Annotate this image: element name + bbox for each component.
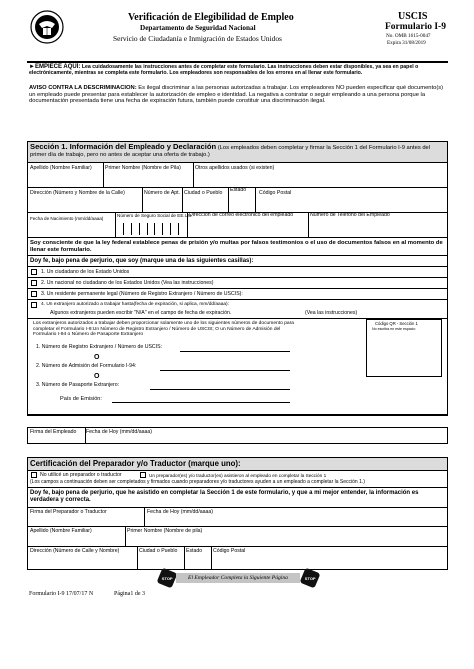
attestation-heading: Doy fe, bajo pena de perjurio, que soy (marque una de las siguientes casillas):: [30, 258, 254, 264]
uscis-number-label: 1. Número de Registro Extranjero / Número de USCIS:: [36, 344, 162, 350]
preparer-last-name-field[interactable]: [28, 535, 124, 545]
preparer-street-label: Dirección (Número de Calle y Nombre): [30, 548, 120, 554]
or-separator-2: O: [94, 373, 100, 380]
preparer-city-label: Ciudad o Pueblo: [139, 548, 178, 554]
stop-icon-left: [157, 568, 178, 589]
state-field[interactable]: [229, 197, 254, 210]
section1-intro: (Los empleados deben completar y firmar la Sección 1 del Formulario I-9 antes del primer día de trabajo, pero no antes de aceptar una oferta de trabajo.): [30, 145, 431, 158]
preparer-last-name-label: Apellido (Nombre Familiar): [30, 528, 92, 534]
zip-label: Código Postal: [259, 190, 292, 196]
noncitizen-national-option: 2. Un nacional no ciudadano de los Estados Unidos (Vea las instrucciones): [41, 280, 214, 286]
zip-field[interactable]: [256, 197, 446, 210]
country-field[interactable]: [112, 394, 290, 403]
preparer-street-field[interactable]: [28, 555, 136, 568]
section1-heading: [30, 143, 444, 158]
passport-number-field[interactable]: [150, 381, 290, 390]
country-label: País de Emisión:: [60, 396, 102, 402]
apt-field[interactable]: [143, 197, 181, 210]
permanent-resident-option: 3. Un residente permanente legal (Número de Registro Extranjero / Número de USCIS):: [41, 291, 243, 297]
last-name-field[interactable]: [28, 172, 102, 185]
stop-icon-right: [300, 568, 321, 589]
street-label: Dirección (Número y Nombre de la Calle): [30, 190, 125, 196]
preparer-state-field[interactable]: [185, 555, 210, 568]
dhs-seal: [30, 10, 64, 44]
qr-code-note: No escriba en este espacio: [372, 327, 416, 331]
passport-number-label: 3. Número de Pasaporte Extranjero:: [36, 382, 120, 388]
department: Departamento de Seguridad Nacional: [140, 24, 256, 32]
service: Servicio de Ciudadanía e Inmigración de Estados Unidos: [113, 34, 282, 43]
stop-right-text: STOP: [304, 575, 316, 581]
preparer-attestation: Doy fe, bajo pena de perjurio, que he asistido en completar la Sección 1 de este formulario, y que a mi mejor entender, la información es verdadera y correcta.: [30, 490, 419, 503]
section1-title: Sección 1. Información del Empleado y Declaración: [30, 142, 217, 151]
i94-number-label: 2. Número de Admisión del Formulario I-94:: [36, 363, 137, 369]
no-preparer-option: No utilicé un preparador o traductor: [40, 472, 122, 478]
preparer-first-name-field[interactable]: [126, 535, 446, 545]
phone-field[interactable]: [309, 223, 446, 235]
start-notice: [29, 64, 447, 77]
other-names-label: Otros apellidos usados (si existen): [195, 165, 275, 171]
alien-uscis-field[interactable]: [180, 343, 290, 352]
alien-authorized-checkbox[interactable]: [31, 302, 37, 308]
form-name: Formulario I-9: [385, 22, 446, 32]
ssn-field[interactable]: [116, 223, 186, 235]
dob-label: Fecha de Nacimiento (mm/dd/aaaa): [30, 216, 104, 221]
email-field[interactable]: [188, 223, 306, 235]
city-label: Ciudad o Pueblo: [184, 190, 223, 196]
first-name-label: Primer Nombre (Nombre de Pila): [105, 165, 181, 171]
page-number: Página1 de 3: [114, 591, 145, 597]
preparer-zip-field[interactable]: [212, 555, 446, 568]
preparer-signature-field[interactable]: [28, 516, 143, 525]
discrimination-title: AVISO CONTRA LA DESCRIMINACION:: [29, 85, 137, 91]
discrimination-text: Es ilegal discriminar a las personas autorizadas a trabajar. Los empleadores NO pueden especificar qué documento(s) un empleado puede presentar para establecer la autorización de empleo e identidad. La negativa a contratar o seguir empleando a una persona porque la documentación presentada tiene una fecha de expiración futura, también puede constituir una discriminación ilegal.: [29, 85, 444, 105]
preparer-date-label: Fecha de Hoy (mm/dd/aaaa): [147, 509, 214, 515]
start-lead: ►EMPIECE AQUÍ:: [29, 64, 81, 70]
city-field[interactable]: [183, 197, 227, 210]
expiration-date-field[interactable]: [250, 300, 446, 308]
or-separator-1: O: [94, 354, 100, 361]
street-field[interactable]: [28, 197, 141, 210]
last-name-label: Apellido (Nombre Familiar): [30, 165, 92, 171]
stop-left-text: STOP: [161, 575, 173, 581]
employee-date-field[interactable]: [86, 436, 446, 443]
expiration: Expira 31/08/2019: [387, 40, 426, 46]
perjury-statement: Soy consciente de que la ley federal establece penas de prisión y/o multas por falsos testimonios o el uso de documentos falsos en al momento de llenar este formulario.: [30, 240, 443, 253]
agency: USCIS: [398, 11, 428, 22]
noncitizen-national-checkbox[interactable]: [31, 280, 37, 286]
citizen-option: 1. Un ciudadano de los Estado Unidos: [41, 269, 130, 275]
na-note-ref: (Vea las instrucciones): [305, 310, 358, 316]
discrimination-notice: [29, 85, 447, 105]
na-note: Algunos extranjeros pueden escribir "N/A" en el campo de fecha de expiración.: [50, 310, 232, 316]
permanent-resident-checkbox[interactable]: [31, 291, 37, 297]
form-title: Verificación de Elegibilidad de Empleo: [128, 12, 294, 23]
state-label: Estado: [230, 187, 247, 193]
employee-signature-label: Firma del Empleado: [30, 429, 77, 435]
qr-code-label: Código QR - Sección 1: [375, 321, 418, 326]
alien-instructions: Los extranjeros autorizados a trabajar deben proporcionar solamente uno de los siguientes números de documento para completar el Formulario I-9:Un Número de Registro Extranjero / Número de USCIS; O un Número de Admisión del Formulario I-94 o Número de Pasaporte Extranjero: [33, 321, 294, 338]
employee-date-label: Fecha de Hoy (mm/dd/aaaa): [86, 429, 153, 435]
uscis-number-field[interactable]: [260, 289, 446, 298]
start-text: Lea cuidadosamente las instrucciones antes de completar este formulario. Las instrucciones deben estar disponibles, ya sea en papel o electrónicamente, mientras se completa este formulario. Los empleadores son responsables de los errores en al llenar este formulario.: [29, 64, 419, 76]
preparer-heading: Certificación del Preparador y/o Traductor (marque uno):: [30, 459, 241, 468]
preparer-assisted-checkbox[interactable]: [140, 472, 146, 478]
phone-label: Número de Teléfono del Empleado: [310, 212, 390, 218]
dob-field[interactable]: [28, 223, 114, 235]
email-label: Dirección de correo electrónico del empleado: [189, 212, 294, 218]
preparer-date-field[interactable]: [146, 516, 446, 525]
preparer-state-label: Estado: [186, 548, 203, 554]
preparer-signature-label: Firma del Preparador o Traductor: [30, 509, 107, 515]
no-preparer-checkbox[interactable]: [31, 472, 37, 478]
citizen-checkbox[interactable]: [31, 269, 37, 275]
first-name-field[interactable]: [104, 172, 192, 185]
other-names-field[interactable]: [194, 172, 446, 185]
form-edition: Formulario I-9 17/07/17 N: [29, 591, 94, 597]
alien-authorized-option: 4. Un extranjero autorizado a trabajar hasta(fecha de expiración, si aplica, mm/dd/aaaa):: [41, 302, 229, 307]
employee-signature-field[interactable]: [28, 436, 84, 443]
next-page-banner: [176, 573, 300, 583]
next-page-banner-text: El Empleador Completa la Siguiente Página: [188, 575, 288, 581]
preparer-zip-label: Código Postal: [213, 548, 246, 554]
preparer-city-field[interactable]: [138, 555, 183, 568]
preparer-assisted-option: Un preparador(es) y/o traductor(es) asistieron al empleado en completar la Sección 1: [149, 473, 327, 478]
i94-number-field[interactable]: [160, 362, 290, 371]
preparer-note: (Los campos a continuación deben ser completados y firmados cuando preparadores y/o traductores ayuden a un empleado a completar la Sección 1.): [30, 479, 365, 485]
apt-label: Número de Apt.: [144, 190, 181, 196]
ssn-label: Número de Seguro Social de EE.UU.: [117, 213, 193, 218]
preparer-first-name-label: Primer Nombre (Nombre de pila): [127, 528, 203, 534]
omb-number: No. OMB 1615-0047: [386, 33, 431, 39]
